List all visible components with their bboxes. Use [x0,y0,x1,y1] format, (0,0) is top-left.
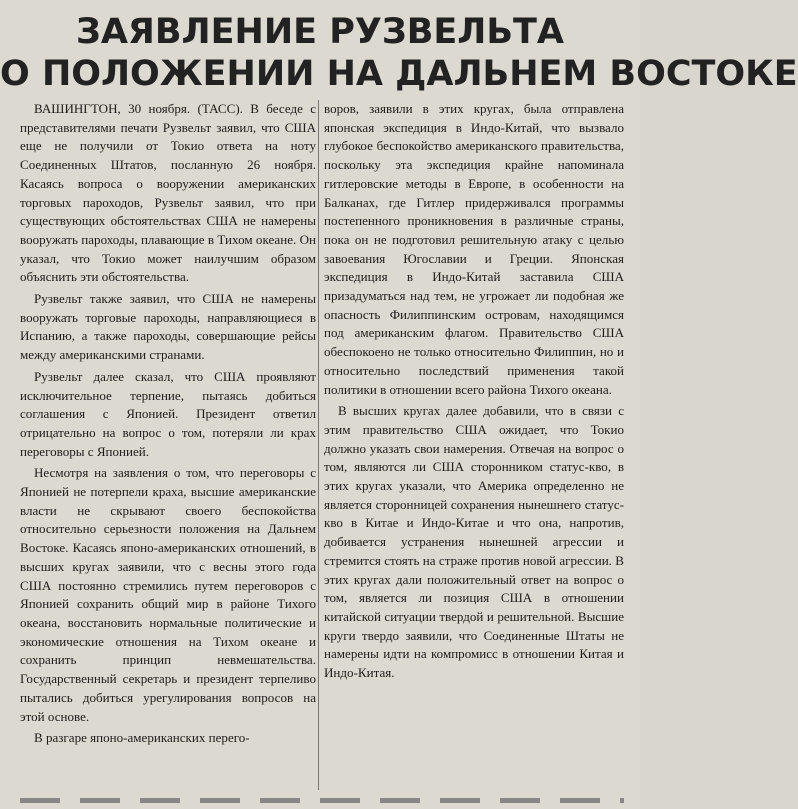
headline-line-2: О ПОЛОЖЕНИИ НА ДАЛЬНЕМ ВОСТОКЕ [0,54,798,94]
paragraph: ВАШИНГТОН, 30 ноября. (ТАСС). В беседе с представителями печати Рузвельт заявил, что США еще не получили от Токио ответа на ноту Соединенных Штатов, посланную 26 ноября. Касаясь вопроса о вооружении американских торговых пароходов, Рузвельт заявил, что при существующих обстоятельствах США не намерены вооружать пароходы, плавающие в Тихом океане. Он указал, что Токио может наилучшим образом объяснить эти обстоятельства. [20,101,316,285]
paragraph: Несмотря на заявления о том, что переговоры с Японией не потерпели краха, высшие американские власти не скрывают своего беспокойства относительно серьезности положения на Дальнем Востоке. Касаясь японо-американских отношений, в высших кругах заявили, что с весны этого года США постоянно стремились путем переговоров с Японией сохранить общий мир в районе Тихого океана, восстановить нормальные политические и экономические отношения на Тихом океане и сохранить принцип невмешательства. Государственный секретарь и президент терпеливо пытались добиться урегулирования вопросов на этой основе. [20,465,316,724]
next-article-edge [20,798,624,803]
column-divider [318,100,319,790]
article-column-right [324,100,624,683]
paragraph: Рузвельт также заявил, что США не намерены вооружать торговые пароходы, направляющиеся в Испанию, а также пароходы, совершающие рейсы между американскими странами. [20,291,316,363]
paragraph: Рузвельт далее сказал, что США проявляют исключительное терпение, пытаясь добиться соглашения с Японией. Президент ответил отрицательно на вопрос о том, потеряли ли крах переговоры с Японией. [20,368,316,459]
headline-line-1: ЗАЯВЛЕНИЕ РУЗВЕЛЬТА [75,12,565,52]
article-column-left [20,100,316,748]
paragraph: В высших кругах далее добавили, что в связи с этим правительство США ожидает, что Токио должно указать свои намерения. Отвечая на вопрос о том, являются ли США сторонником статус-кво, в этих кругах указали, что Америка определенно не является сторонницей сохранения нынешнего статус-кво в Китае и Индо-Китае и что она, напротив, добивается устранения нынешней агрессии и стремится стоять на страже против новой агрессии. В этих кругах дали положительный ответ на вопрос о том, является ли позиция США в отношении китайской ситуации твердой и решительной. Высшие круги твердо заявили, что Соединенные Штаты не намерены идти на компромисс в отношении Китая и Индо-Китая. [324,403,624,681]
paragraph: В разгаре японо-американских перего- [34,730,250,746]
paragraph: воров, заявили в этих кругах, была отправлена японская экспедиция в Индо-Китай, что вызвало глубокое беспокойство американского правительства, поскольку эта экспедиция крайне напоминала гитлеровские методы в Европе, в особенности на Балканах, где Гитлер придерживался программы постепенного проникновения в различные страны, пока он не подготовил решительную атаку с целью завоевания Югославии и Греции. Японская экспедиция в Индо-Китай заставила США призадуматься над тем, не угрожает ли подобная же опасность Филиппинским островам, находящимся под американским флагом. Правительство США обеспокоено не только относительно Филиппин, но и относительно последствий применения такой политики в отношении всего района Тихого океана. [324,101,624,397]
